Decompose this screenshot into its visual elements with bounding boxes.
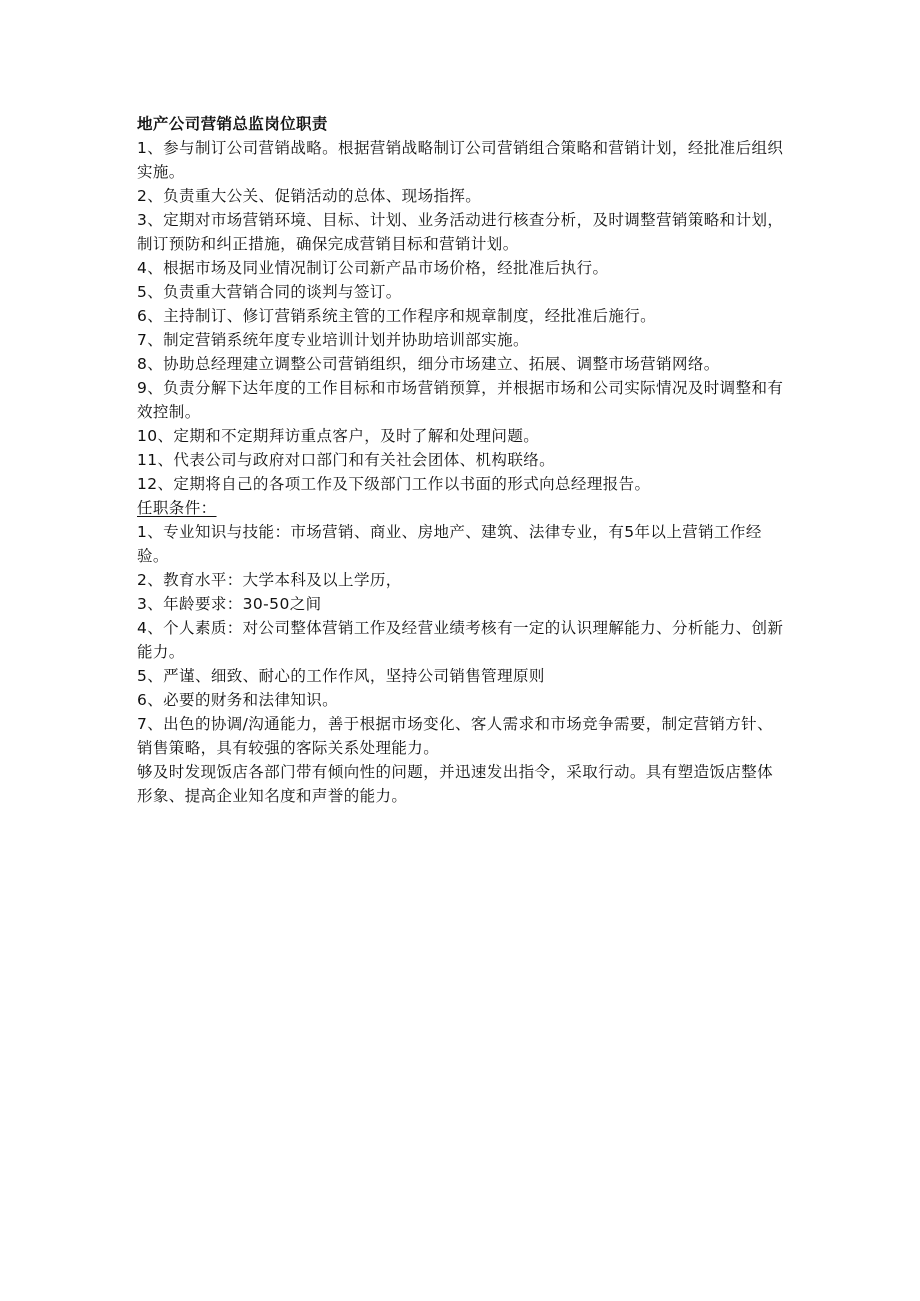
duty-item: 1、参与制订公司营销战略。根据营销战略制订公司营销组合策略和营销计划，经批准后组织实施。 bbox=[137, 139, 784, 181]
document-title: 地产公司营销总监岗位职责 bbox=[137, 115, 328, 133]
requirement-item: 7、出色的协调/沟通能力，善于根据市场变化、客人需求和市场竞争需要，制定营销方针、销售策略，具有较强的客际关系处理能力。 bbox=[137, 715, 773, 757]
duty-item: 8、协助总经理建立调整公司营销组织，细分市场建立、拓展、调整市场营销网络。 bbox=[137, 355, 720, 373]
duty-item: 11、代表公司与政府对口部门和有关社会团体、机构联络。 bbox=[137, 451, 556, 469]
duty-item: 10、定期和不定期拜访重点客户，及时了解和处理问题。 bbox=[137, 427, 540, 445]
requirement-item: 3、年龄要求：30-50之间 bbox=[137, 595, 322, 613]
duty-item: 12、定期将自己的各项工作及下级部门工作以书面的形式向总经理报告。 bbox=[137, 475, 651, 493]
requirements-heading-text: 任职条件： bbox=[137, 499, 217, 517]
requirement-item: 4、个人素质：对公司整体营销工作及经营业绩考核有一定的认识理解能力、分析能力、创新能力。 bbox=[137, 619, 784, 661]
duty-item: 9、负责分解下达年度的工作目标和市场营销预算，并根据市场和公司实际情况及时调整和有效控制。 bbox=[137, 379, 784, 421]
requirement-item: 6、必要的财务和法律知识。 bbox=[137, 691, 339, 709]
duty-item: 4、根据市场及同业情况制订公司新产品市场价格，经批准后执行。 bbox=[137, 259, 609, 277]
duty-item: 6、主持制订、修订营销系统主管的工作程序和规章制度，经批准后施行。 bbox=[137, 307, 657, 325]
document-body bbox=[137, 112, 787, 808]
duty-item: 3、定期对市场营销环境、目标、计划、业务活动进行核查分析，及时调整营销策略和计划，制订预防和纠正措施，确保完成营销目标和营销计划。 bbox=[137, 211, 784, 253]
requirement-item: 1、专业知识与技能：市场营销、商业、房地产、建筑、法律专业，有5年以上营销工作经验。 bbox=[137, 523, 762, 565]
requirements-heading bbox=[137, 496, 787, 520]
duty-item: 5、负责重大营销合同的谈判与签订。 bbox=[137, 283, 402, 301]
closing-paragraph: 够及时发现饭店各部门带有倾向性的问题，并迅速发出指令，采取行动。具有塑造饭店整体形象、提高企业知名度和声誉的能力。 bbox=[137, 763, 774, 805]
duty-item: 2、负责重大公关、促销活动的总体、现场指挥。 bbox=[137, 187, 482, 205]
requirement-item: 2、教育水平：大学本科及以上学历， bbox=[137, 571, 402, 589]
duty-item: 7、制定营销系统年度专业培训计划并协助培训部实施。 bbox=[137, 331, 529, 349]
requirement-item: 5、严谨、细致、耐心的工作作风，坚持公司销售管理原则 bbox=[137, 667, 545, 685]
